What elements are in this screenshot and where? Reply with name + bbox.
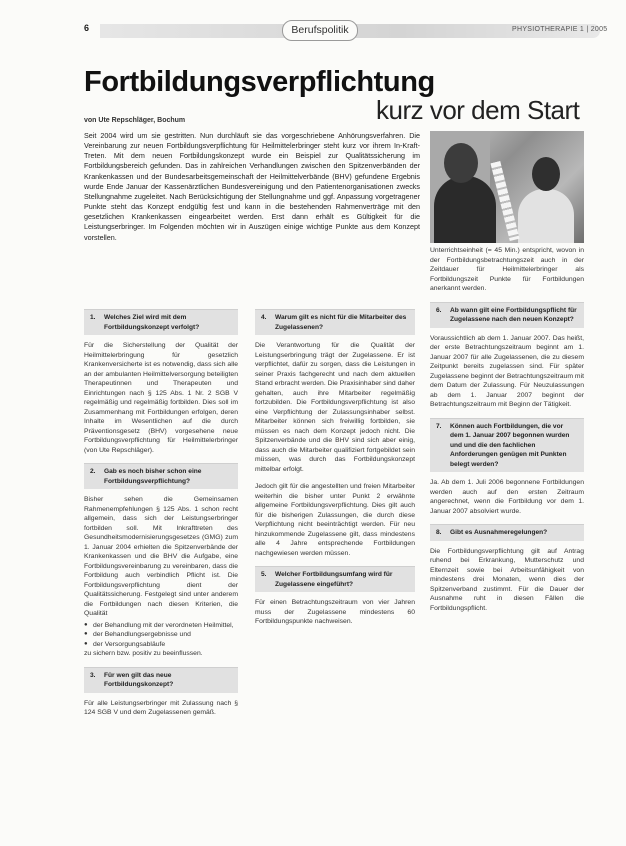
question-7: 7. Können auch Fortbildungen, die vor dem 1. Januar 2007 begonnen wurden und und die den fachlichen Anforderungen genügen mit Punkten belegt werden?: [430, 418, 584, 473]
column-1: [84, 309, 238, 726]
list-item: ● der Versorgungsabläufe: [93, 640, 238, 650]
question-4: 4. Warum gilt es nicht für die Mitarbeiter des Zugelassenen?: [255, 309, 415, 335]
answer-3: Für alle Leistungserbringer mit Zulassung nach § 124 SGB V und dem Zugelassenen gemäß.: [84, 699, 238, 716]
answer-6: Voraussichtlich ab dem 1. Januar 2007. Das heißt, der erste Betrachtungszeitraum beginnt am 1. Januar 2007 für alle Zugelassenen, die zu diesem Zeitpunkt bereits zugelassen sind. Für später Zugelassene beginnt der Betrachtungszeitraum mit dem Datum der Zulassung. Für Neuzulassungen ab dem 1. Januar 2007 beginnt der Betrachtungszeitraum mit Beginn der Tätigkeit.: [430, 334, 584, 408]
question-5: 5. Welcher Fortbildungsumfang wird für Zugelassene eingeführt?: [255, 566, 415, 592]
question-2: 2. Gab es noch bisher schon eine Fortbildungsverpflichtung?: [84, 463, 238, 489]
answer-2: Bisher sehen die Gemeinsamen Rahmenempfehlungen § 125 Abs. 1 schon recht allgemein, dass sich der Leistungserbringer fortbilden soll. Mit Inkrafttreten des Gesundheitsmodernisierungsgesetzes (GMG) zum 1. Januar 2004 erhielten die Spitzenverbände der Krankenkassen und die BHV die Aufgabe, eine Fortbildungsvereinbarung zu vereinbaren, dass die Fortbildung auch verbindlich Pflicht ist. Die Fortbildungsverpflichtung dient der Qualitätssicherung. Festgelegt sind unter anderem die Fortbildungen nach diesen Kriterien, die Qualität: [84, 496, 238, 617]
article-photo: [430, 131, 584, 243]
page-number: 6: [84, 23, 90, 33]
answer-2-end: zu sichern bzw. positiv zu beeinflussen.: [84, 650, 203, 657]
column-3: [430, 246, 584, 621]
question-8: 8. Gibt es Ausnahmeregelungen?: [430, 524, 584, 541]
answer-7: Ja. Ab dem 1. Juli 2006 begonnene Fortbildungen werden auch auf den ersten Zeitraum angerechnet, wenn die Fortbildung vor dem 1. Januar 2007 absolviert wurde.: [430, 479, 584, 515]
issue-label: PHYSIOTHERAPIE 1 | 2005: [512, 26, 608, 33]
column-2: [255, 309, 415, 635]
quality-list: [84, 621, 238, 650]
intro-paragraph: Seit 2004 wird um sie gestritten. Nun durchläuft sie das vorgeschriebene Anhörungsverfahren. Die Vereinbarung zur neuen Fortbildungsverpflichtung für Heilmittelerbringer steht kurz vor ihrem In-Kraft-Treten. Mit dem neuen Fortbildungskonzept wurde ein Beispiel zur Qualitätssicherung im Fortbildungsbereich gefunden. Das in zahlreichen Verhandlungen zwischen den Spitzenverbänden der Krankenkassen und der Bundesarbeitsgemeinschaft der Heilmittelverbände (BHV) gefundene Ergebnis wurde Ende Januar der Kassenärztlichen Bundesvereinigung und den Patientenorganisationen zwecks Stellungnahme zugeleitet. Nach Berücksichtigung der Stellungnahme und ggf. Anpassung vorgetragener Punkte steht das Konzept endgültig fest und kann in die bestehenden Rahmenverträge mit den gesetzlichen Krankenkassen eingearbeitet werden. Erst dann erhält es Gültigkeit für die Leistungserbringer. Im Folgenden möchten wir in Auszügen einige wichtige Punkte aus dem Konzept vorstellen.: [84, 131, 420, 242]
answer-4: Die Verantwortung für die Qualität der Leistungserbringung trägt der Zugelassene. Er ist verpflichtet, dafür zu sorgen, dass die Leistungen in seiner Praxis fachgerecht und nach dem aktuellen Stand erbracht werden. Die Praxisinhaber sind daher gehalten, auch ihre Mitarbeiter regelmäßig fortzubilden. Die Fortbildungsverpflichtung ist also eine Verpflichtung der Zulassungsinhaber selbst. Mitarbeiter können sich freiwillig fortbilden, sie müssen es nach dem Konzept jedoch nicht. Die Spitzenverbände und die BHV sind sich aber einig, dass auch die Mitarbeiter qualifiziert fortgebildet sein müssen, was durch das Fortbildungskonzept mittelbar erfolgt.: [255, 342, 415, 473]
list-item: ● der Behandlung mit der verordneten Heilmittel,: [93, 621, 238, 631]
question-1: 1. Welches Ziel wird mit dem Fortbildungskonzept verfolgt?: [84, 309, 238, 335]
question-3: 3. Für wen gilt das neue Fortbildungskonzept?: [84, 667, 238, 693]
article-title: Fortbildungsverpflichtung: [84, 66, 435, 98]
answer-8: Die Fortbildungsverpflichtung gilt auf Antrag ruhend bei Erkrankung, Mutterschutz und Elternzeit sowie bei Arbeitsunfähigkeit von mindestens drei Monaten, wenn dies der Spitzenverband zustimmt. Für die Dauer der Ausnahme ruht in diesen Fällen die Fortbildungspflicht.: [430, 547, 584, 612]
answer-1: Für die Sicherstellung der Qualität der Heilmittelerbringung für gesetzlich Krankenversicherte ist es notwendig, dass sich alle an der ambulanten Heilmittelversorgung beteiligten Therapeutinnen und Therapeuten und Einrichtungen nach § 125 Abs. 1 Nr. 2 SGB V regelmäßig und regelmäßig fortbilden. Dies soll im Zusammenhang mit Fortbildungen erfolgen, deren Inhalte im Wesentlichen auf die durch Präventionsgesetz (BHV) vorgesehene neue Fortbildungsverpflichtung für Heilmittelerbringer (von Ute Repschläger).: [84, 342, 238, 454]
author-byline: von Ute Repschläger, Bochum: [84, 117, 186, 124]
answer-5-cont: Unterrichtseinheit (= 45 Min.) entspricht, wovon in der Fortbildungsbetrachtungszeit auch in der Zeitdauer für Heilmittelerbringer als Fortbildungszeit Punkte für Fortbildungen anerkannt werden.: [430, 247, 584, 292]
question-6: 6. Ab wann gilt eine Fortbildungspflicht für Zugelassene nach den neuen Konzept?: [430, 302, 584, 328]
answer-5: Für einen Betrachtungszeitraum von vier Jahren muss der Zugelassene mindestens 60 Fortbildungspunkte nachweisen.: [255, 599, 415, 625]
section-label: Berufspolitik: [282, 20, 358, 41]
article-subtitle: kurz vor dem Start: [376, 95, 580, 125]
answer-4-cont: Jedoch gilt für die angestellten und freien Mitarbeiter weiterhin die bisher unter Punkt 2 erwähnte allgemeine Fortbildungsverpflichtung. Dies gilt auch für die bisherigen Zulassungen, die durch diese Verpflichtung nicht beeinträchtigt werden. Für neu hinzukommende Zugelassene gilt, dass mindestens alle 4 Jahre entsprechende Fortbildungen nachgewiesen werden müssen.: [255, 483, 415, 557]
list-item: ● der Behandlungsergebnisse und: [93, 630, 238, 640]
